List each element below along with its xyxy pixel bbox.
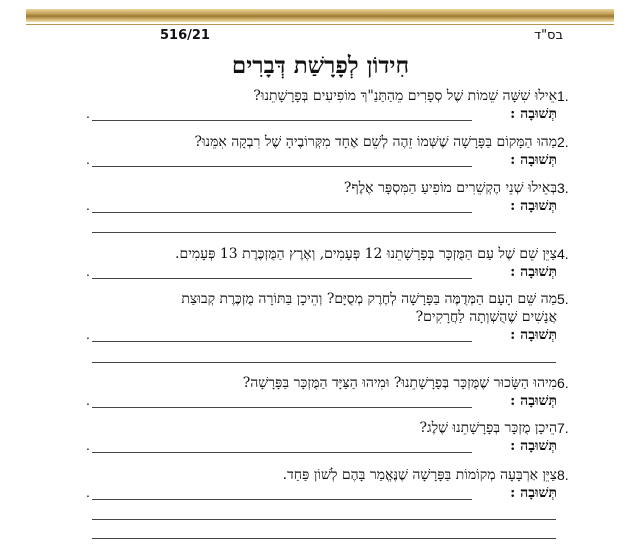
answer-label: תְּשׁוּבָה : [510, 485, 557, 501]
question-number: 6. [557, 375, 569, 391]
question-text-continued: אֲנָשִׁים שֶׁהֻשְׁוְתָה לַחֲרָקִים? [415, 309, 557, 325]
question-text: צַיֵּן שֵׁם שֶׁל עַם הַמֻּזְכָּר בְּפָרָשָׁתֵנוּ 12 פְּעָמִים, וְאֶרֶץ הַמֻּזְכֶּרֶת 13 פְּעָמִים. [175, 246, 557, 262]
question-text: הֵיכָן מֻזְכָּר בְּפָרָשָׁתֵנוּ שֶׁלֶג? [419, 420, 557, 436]
document-number: 516/21 [160, 28, 210, 43]
question-text: צַיֵּן אַרְבָּעָה מְקוֹמוֹת בַּפָּרָשָׁה שֶׁנֶּאֱמַר בָּהֶם לְשׁוֹן פַּחַד. [282, 467, 557, 483]
line-dot: . [86, 151, 90, 167]
question-number: 1. [557, 88, 569, 104]
answer-line[interactable] [92, 278, 472, 279]
answer-label: תְּשׁוּבָה : [510, 264, 557, 280]
bsd-mark: בס"ד [533, 28, 563, 43]
quiz-title: חִידוֹן לְפָרָשַׁת דְּבָרִים [231, 52, 410, 79]
answer-line[interactable] [92, 212, 472, 213]
question-number: 4. [557, 246, 569, 262]
answer-label: תְּשׁוּבָה : [510, 327, 557, 343]
answer-label: תְּשׁוּבָה : [510, 198, 557, 214]
answer-line[interactable] [92, 232, 556, 233]
answer-line[interactable] [92, 538, 556, 539]
line-dot: . [86, 263, 90, 279]
question-text: אֵילוּ שִׁשָּׁה שֵׁמוֹת שֶׁל סְפָרִים מֵהַתַּנַ"ךְ מוֹפִיעִים בְּפָרָשָׁתֵנוּ? [253, 88, 557, 104]
answer-label: תְּשׁוּבָה : [510, 438, 557, 454]
answer-line[interactable] [92, 519, 556, 520]
question-text: בְּאֵילוּ שְׁנֵי הֶקְשֵׁרִים מוֹפִיעַ הַמִּסְפָּר אֶלֶף? [343, 180, 557, 196]
answer-line[interactable] [92, 120, 472, 121]
question-number: 7. [557, 420, 569, 436]
line-dot: . [86, 197, 90, 213]
answer-line[interactable] [92, 499, 472, 500]
answer-line[interactable] [92, 407, 472, 408]
line-dot: . [86, 105, 90, 121]
line-dot: . [86, 392, 90, 408]
header-gold-bar [26, 9, 614, 22]
line-dot: . [86, 437, 90, 453]
answer-label: תְּשׁוּבָה : [510, 152, 557, 168]
line-dot: . [86, 484, 90, 500]
answer-label: תְּשׁוּבָה : [510, 393, 557, 409]
answer-line[interactable] [92, 452, 472, 453]
line-dot: . [86, 326, 90, 342]
question-number: 5. [557, 291, 569, 307]
question-number: 8. [557, 467, 569, 483]
answer-line[interactable] [92, 362, 556, 363]
question-number: 3. [557, 180, 569, 196]
question-text: מַה שֵּׁם הָעָם הַמְּדֻמֶּה בַּפָּרָשָׁה לְחֶרֶק מְסֻיָּם? וְהֵיכָן בַּתּוֹרָה מֻזְכֶּרֶת קְבוּצַת [181, 291, 557, 307]
answer-line[interactable] [92, 166, 472, 167]
answer-label: תְּשׁוּבָה : [510, 106, 557, 122]
answer-line[interactable] [92, 341, 472, 342]
question-text: מִיהוּ הַשָּׂכוּר שֶׁמֻּזְכָּר בְּפָרָשָׁתֵנוּ? וּמִיהוּ הַצַּיָּד הַמֻּזְכָּר בַּפָּרָשָׁה? [242, 375, 557, 391]
question-text: מַהוּ הַמָּקוֹם בַּפָּרָשָׁה שֶׁשְּׁמוֹ זֵהֶה לְשֵׁם אֶחָד מִקְּרוֹבֶיהָ שֶׁל רִבְקָה אִמֵּנוּ? [194, 134, 557, 150]
question-number: 2. [557, 134, 569, 150]
